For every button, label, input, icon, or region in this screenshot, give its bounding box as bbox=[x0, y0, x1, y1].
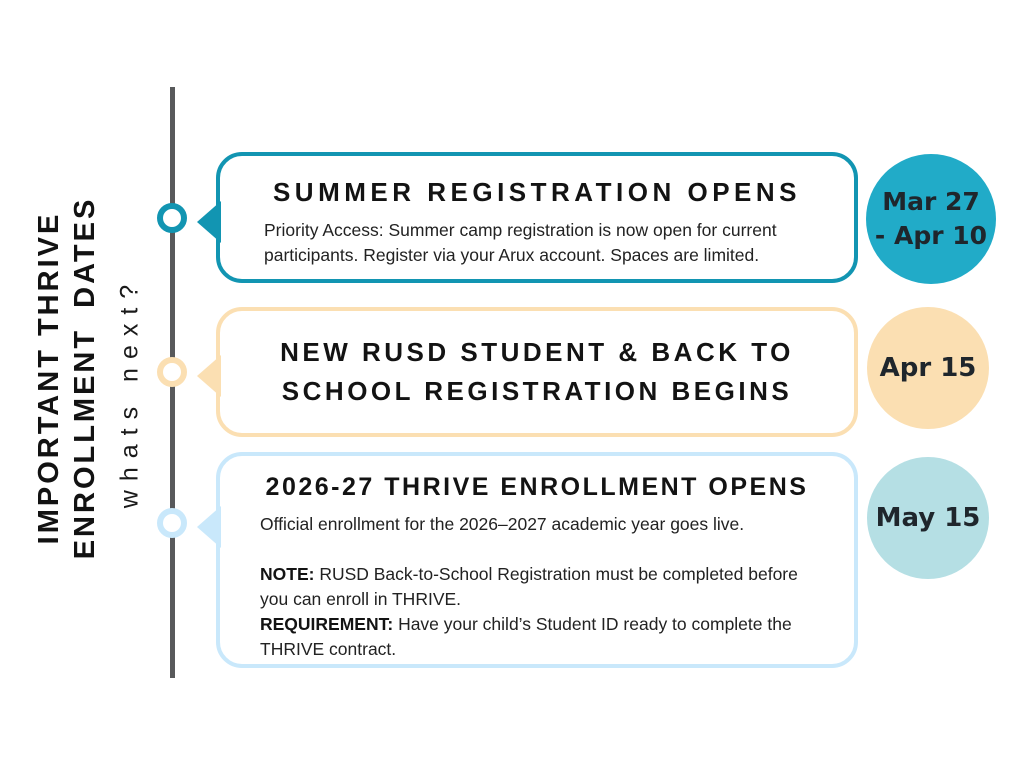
timeline-node-new-student bbox=[157, 357, 187, 387]
requirement-label: REQUIREMENT: bbox=[260, 614, 394, 634]
event-note bbox=[260, 562, 830, 612]
timeline-node-summer bbox=[157, 203, 187, 233]
note-text: RUSD Back-to-School Registration must be completed before you can enroll in THRIVE. bbox=[260, 564, 798, 609]
page-subtitle: whats next? bbox=[115, 275, 144, 509]
date-text bbox=[875, 185, 987, 253]
date-line1: Mar 27 bbox=[882, 187, 980, 216]
event-title: SUMMER REGISTRATION OPENS bbox=[272, 177, 802, 207]
page-title bbox=[31, 197, 103, 560]
event-title-line2: SCHOOL REGISTRATION BEGINS bbox=[281, 376, 793, 406]
event-card-thrive-enrollment bbox=[216, 452, 858, 668]
requirement-text: Have your child’s Student ID ready to complete the THRIVE contract. bbox=[260, 614, 792, 659]
page-title-line2: ENROLLMENT DATES bbox=[69, 196, 101, 560]
event-intro: Official enrollment for the 2026–2027 academic year goes live. bbox=[260, 514, 745, 534]
event-description bbox=[260, 512, 830, 662]
speech-tail-icon bbox=[197, 201, 221, 243]
event-title bbox=[280, 333, 794, 411]
page-title-line1: IMPORTANT THRIVE bbox=[33, 211, 65, 545]
date-badge-summer bbox=[866, 154, 996, 284]
event-card-new-student-registration bbox=[216, 307, 858, 437]
event-requirement bbox=[260, 612, 830, 662]
event-card-summer-registration bbox=[216, 152, 858, 283]
date-badge-new-student: Apr 15 bbox=[867, 307, 989, 429]
event-title-line1: NEW RUSD STUDENT & BACK TO bbox=[280, 337, 794, 367]
event-title: 2026-27 THRIVE ENROLLMENT OPENS bbox=[265, 473, 809, 501]
speech-tail-icon bbox=[197, 355, 221, 397]
date-line2: - Apr 10 bbox=[874, 221, 988, 250]
speech-tail-icon bbox=[197, 506, 221, 548]
event-description: Priority Access: Summer camp registration is now open for current participants. Register via your Arux account. Spaces are limited. bbox=[264, 220, 777, 265]
date-badge-thrive: May 15 bbox=[867, 457, 989, 579]
note-label: NOTE: bbox=[260, 564, 315, 584]
timeline-node-thrive bbox=[157, 508, 187, 538]
